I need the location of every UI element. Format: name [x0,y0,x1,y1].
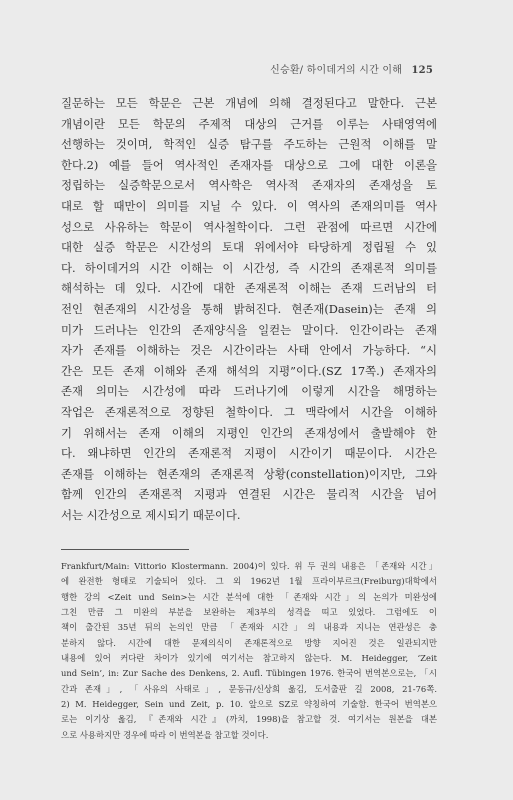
body-line: 서는 시간성으로 제시되기 때문이다. [61,507,241,522]
footnote-line: 2) M. Heidegger, Sein und Zeit, p. 10. 앞으로 SZ로 약칭하여 기술함. 한국어 번역본으 [61,699,437,710]
body-line: 간은 모든 존재 이해와 존재 해석의 지평”이다.(SZ 17쪽.) 존재자의 [61,363,437,378]
footnote-line: 간과 존재」, 「사유의 사태로」, 문동규/신상희 옮김, 도서출판 길 2008, 21-76쪽. [61,683,437,694]
body-line: 대로 할 때만이 의미를 지닐 수 있다. 이 역사의 존재의미를 역사 [61,198,437,213]
body-line: 함께 인간의 존재론적 지평과 연결된 시간은 물리적 시간을 넘어 [61,487,437,502]
footnote [61,559,437,743]
body-line: 작업은 존재론적으로 정향된 철학이다. 그 맥락에서 시간을 이해하 [61,404,437,419]
page-number: 125 [411,65,433,76]
footnote-separator [61,549,189,550]
body-line: 존재를 이해하는 현존재의 존재론적 상황(constellation)이지만, 그와 [61,466,437,481]
footnote-line: 책이 출간된 35년 뒤의 논의인 만큼 「존재와 시간」의 내용과 지니는 연관성은 충 [61,622,437,633]
footnote-line: 에 완전한 형태로 기술되어 있다. 그 외 1962년 1월 프라이부르크(Freiburg)대학에서 [61,576,437,587]
running-head [270,61,433,76]
body-line: 전인 현존재의 시간성을 통해 밝혀진다. 현존재(Dasein)는 존재 의 [61,301,437,316]
body-line: 존재 의미는 시간성에 따라 드러나기에 이렇게 시간을 해명하는 [61,384,437,399]
footnote-line: 로는 이기상 옮김, 『존재와 시간』(까치, 1998)을 참고할 것. 여기서는 원본을 대본 [61,714,437,725]
running-title: 신승환/ 하이데거의 시간 이해 [270,65,403,76]
body-line: 한다.2) 예를 들어 역사적인 존재자를 대상으로 그에 대한 이론을 [61,157,437,172]
footnote-line: 그친 만큼 그 미완의 부분을 보완하는 제3부의 성격을 띠고 있었다. 그럼에도 이 [61,607,437,618]
body-line: 기 위해서는 존재 이해의 지평인 인간의 존재성에서 출발해야 한 [61,425,437,440]
body-line: 선행하는 것이며, 학적인 실증 탐구를 주도하는 근원적 이해를 말 [61,137,437,152]
footnote-line: 행한 강의 <Zeit und Sein>는 시간 분석에 대한 「존재와 시간」의 논의가 미완성에 [61,591,437,602]
body-paragraph [61,93,437,525]
body-line: 개념이란 모든 학문의 주제적 대상의 근거를 이루는 사태영역에 [61,116,437,131]
body-line: 다. 왜냐하면 인간의 존재론적 지평이 시간이기 때문이다. 시간은 [61,446,437,461]
body-line: 해석하는 데 있다. 시간에 대한 존재론적 이해는 존재 드러남의 터 [61,281,437,296]
footnote-line: 분하지 않다. 시간에 대한 문제의식이 존재론적으로 방향 지어진 것은 일관되지만 [61,637,437,648]
body-line: 미가 드러나는 인간의 존재양식을 일컫는 말이다. 인간이라는 존재 [61,322,437,337]
body-line: 질문하는 모든 학문은 근본 개념에 의해 결정된다고 말한다. 근본 [61,96,437,110]
footnote-line: 내용에 있어 커다란 차이가 있기에 여기서는 참고하지 않는다. M. Heidegger, ‘Zeit [61,653,437,664]
footnote-line: 으로 사용하지만 경우에 따라 이 번역본을 참고할 것이다. [61,729,269,740]
body-line: 성으로 사유하는 학문이 역사철학이다. 그런 관점에 따르면 시간에 [61,219,437,234]
body-line: 다. 하이데거의 시간 이해는 이 시간성, 즉 시간의 존재론적 의미를 [61,260,437,275]
footnote-line: und Sein’, in: Zur Sache des Denkens, 2. Aufl. Tübingen 1976. 한국어 번역본으로는, 「시 [61,668,437,679]
body-line: 자가 존재를 이해하는 것은 시간이라는 사태 안에서 가능하다. “시 [61,343,437,358]
footnote-line: Frankfurt/Main: Vittorio Klostermann. 2004)이 있다. 위 두 권의 내용은 「존재와 시간」 [61,561,437,571]
body-line: 정립하는 실증학문으로서 역사학은 역사적 존재자의 존재성을 토 [61,178,437,193]
body-line: 대한 실증 학문은 시간성의 토대 위에서야 타당하게 정립될 수 있 [61,240,437,255]
